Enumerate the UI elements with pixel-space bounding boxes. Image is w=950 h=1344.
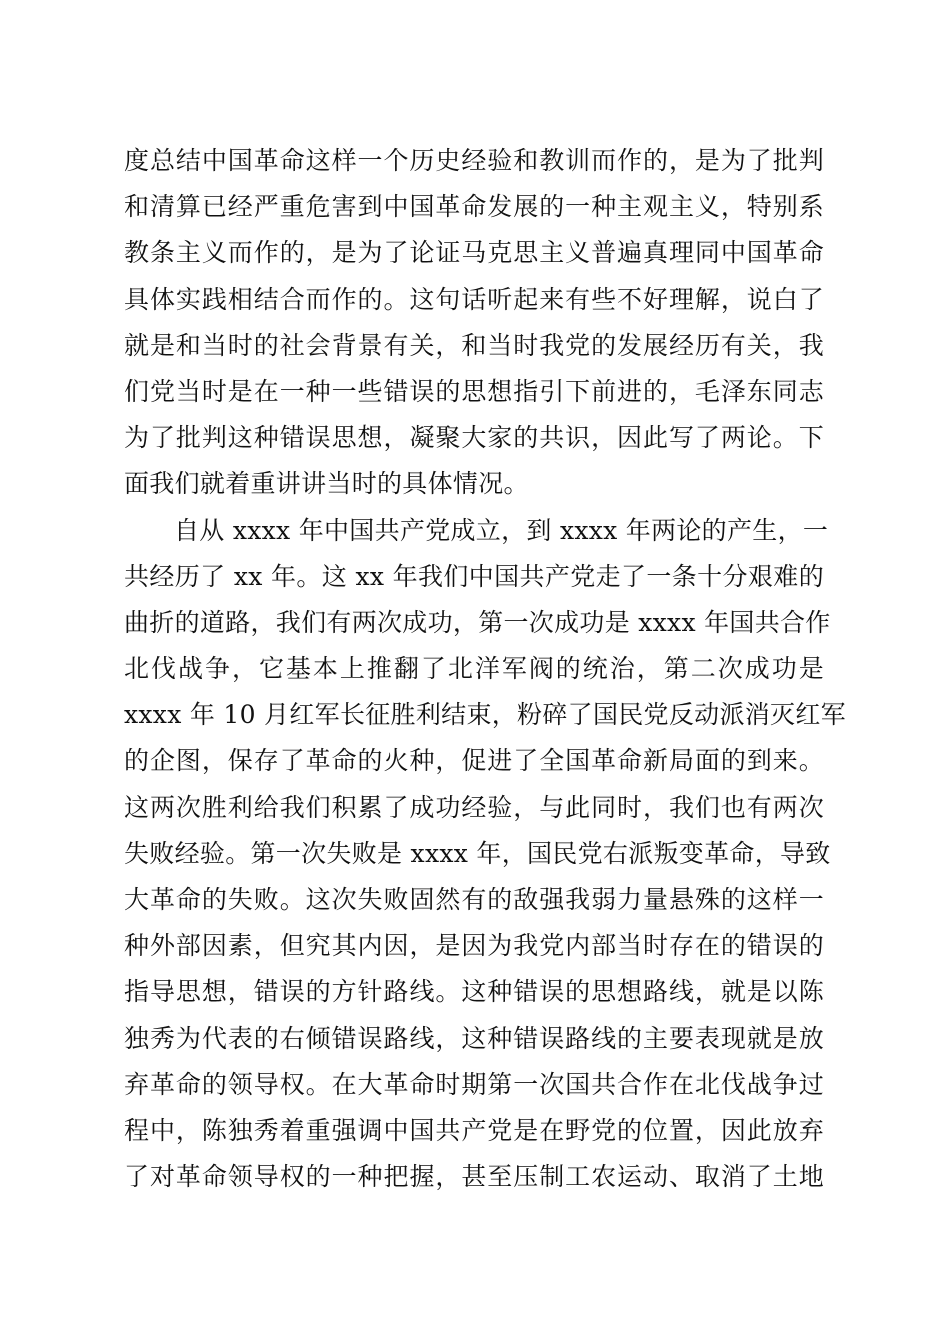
text-line: 具体实践相结合而作的。这句话听起来有些不好理解，说白了: [124, 284, 824, 314]
text-line: 们党当时是在一种一些错误的思想指引下前进的，毛泽东同志: [124, 376, 824, 406]
text-line: 教条主义而作的，是为了论证马克思主义普遍真理同中国革命: [124, 238, 824, 268]
text-line: 的企图，保存了革命的火种，促进了全国革命新局面的到来。: [124, 746, 824, 776]
text-line: 程中，陈独秀着重强调中国共产党是在野党的位置，因此放弃: [124, 1115, 824, 1145]
paragraph-first-line: 自从 xxxx 年中国共产党成立，到 xxxx 年两论的产生，一: [174, 515, 829, 545]
text-line: 曲折的道路，我们有两次成功，第一次成功是 xxxx 年国共合作: [124, 607, 831, 637]
text-line: 共经历了 xx 年。这 xx 年我们中国共产党走了一条十分艰难的: [124, 561, 824, 591]
text-line: 这两次胜利给我们积累了成功经验，与此同时，我们也有两次: [124, 792, 824, 822]
text-line: 弃革命的领导权。在大革命时期第一次国共合作在北伐战争过: [124, 1069, 824, 1099]
text-line: 了对革命领导权的一种把握，甚至压制工农运动、取消了土地: [124, 1162, 824, 1192]
text-line: 独秀为代表的右倾错误路线，这种错误路线的主要表现就是放: [124, 1023, 824, 1053]
text-line: 为了批判这种错误思想，凝聚大家的共识，因此写了两论。下: [124, 423, 824, 453]
text-line: xxxx 年 10 月红军长征胜利结束，粉碎了国民党反动派消灭红军: [124, 700, 846, 730]
text-line: 就是和当时的社会背景有关，和当时我党的发展经历有关，我: [124, 330, 824, 360]
text-line: 度总结中国革命这样一个历史经验和教训而作的，是为了批判: [124, 146, 824, 175]
text-line: 指导思想，错误的方针路线。这种错误的思想路线，就是以陈: [124, 977, 824, 1007]
text-line: 和清算已经严重危害到中国革命发展的一种主观主义，特别系: [124, 192, 824, 222]
body-text: [124, 138, 846, 1200]
text-line: 失败经验。第一次失败是 xxxx 年，国民党右派叛变革命，导致: [124, 838, 831, 868]
text-line: 面我们就着重讲讲当时的具体情况。: [124, 469, 529, 499]
text-line: 种外部因素，但究其内因，是因为我党内部当时存在的错误的: [124, 931, 824, 961]
text-line: 北伐战争，它基本上推翻了北洋军阀的统治，第二次成功是: [124, 654, 824, 684]
text-line: 大革命的失败。这次失败固然有的敌强我弱力量悬殊的这样一: [124, 885, 824, 914]
